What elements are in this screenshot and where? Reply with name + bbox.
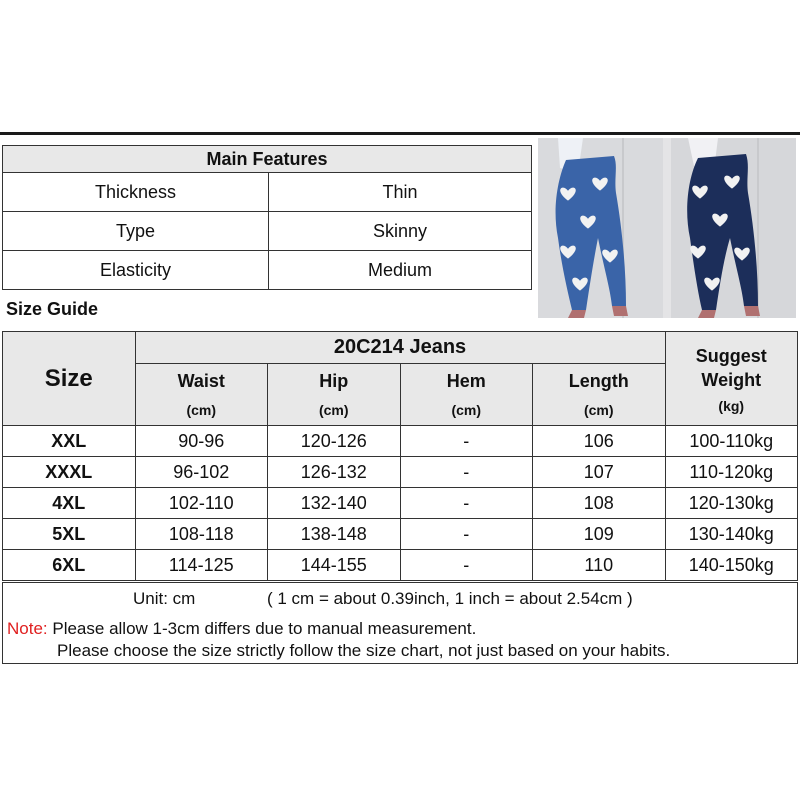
table-row	[3, 488, 798, 519]
weight-cell: 130-140kg	[665, 519, 798, 550]
length-cell: 107	[533, 457, 666, 488]
column-name: Waist	[177, 371, 225, 391]
waist-cell: 96-102	[135, 457, 268, 488]
feature-row	[3, 251, 532, 290]
column-unit: (cm)	[186, 402, 217, 418]
waist-cell: 108-118	[135, 519, 268, 550]
feature-value: Skinny	[269, 212, 532, 251]
feature-row	[3, 212, 532, 251]
size-cell: 5XL	[3, 519, 136, 550]
hem-cell: -	[400, 488, 533, 519]
weight-header-label: Suggest Weight	[695, 345, 767, 390]
note-label: Note:	[7, 619, 48, 638]
feature-label: Thickness	[3, 173, 269, 212]
product-photo	[538, 138, 796, 318]
feature-value: Thin	[269, 173, 532, 212]
table-row	[3, 519, 798, 550]
feature-label: Elasticity	[3, 251, 269, 290]
column-header	[533, 364, 666, 426]
feature-row	[3, 173, 532, 212]
column-unit: (cm)	[318, 402, 349, 418]
hip-cell: 126-132	[268, 457, 401, 488]
table-row	[3, 550, 798, 581]
size-cell: XXL	[3, 426, 136, 457]
unit-conversion: ( 1 cm = about 0.39inch, 1 inch = about 2.54cm )	[267, 589, 633, 608]
column-unit: (cm)	[583, 402, 614, 418]
column-header	[268, 364, 401, 426]
column-header	[400, 364, 533, 426]
waist-cell: 102-110	[135, 488, 268, 519]
feature-value: Medium	[269, 251, 532, 290]
hem-cell: -	[400, 550, 533, 581]
length-cell: 109	[533, 519, 666, 550]
hip-cell: 144-155	[268, 550, 401, 581]
waist-cell: 114-125	[135, 550, 268, 581]
waist-cell: 90-96	[135, 426, 268, 457]
length-cell: 110	[533, 550, 666, 581]
weight-column-header	[665, 332, 798, 426]
weight-unit: (kg)	[718, 397, 745, 414]
unit-label: Unit: cm	[133, 589, 196, 608]
main-features-title: Main Features	[3, 146, 532, 173]
note-text-1: Please allow 1-3cm differs due to manual measurement.	[47, 619, 477, 638]
size-column-header: Size	[3, 332, 136, 426]
table-row	[3, 426, 798, 457]
hem-cell: -	[400, 519, 533, 550]
size-chart-table	[2, 331, 798, 581]
column-name: Length	[568, 371, 629, 391]
column-name: Hem	[446, 371, 486, 391]
hip-cell: 138-148	[268, 519, 401, 550]
column-header	[135, 364, 268, 426]
length-cell: 108	[533, 488, 666, 519]
hip-cell: 132-140	[268, 488, 401, 519]
size-cell: 4XL	[3, 488, 136, 519]
size-guide-label: Size Guide	[6, 299, 99, 319]
feature-label: Type	[3, 212, 269, 251]
hip-cell: 120-126	[268, 426, 401, 457]
size-cell: XXXL	[3, 457, 136, 488]
product-name-header: 20C214 Jeans	[135, 332, 665, 364]
table-row	[3, 457, 798, 488]
note-line-2: Please choose the size strictly follow the size chart, not just based on your habits.	[57, 641, 671, 660]
top-divider	[0, 132, 800, 135]
weight-cell: 120-130kg	[665, 488, 798, 519]
length-cell: 106	[533, 426, 666, 457]
weight-cell: 100-110kg	[665, 426, 798, 457]
size-cell: 6XL	[3, 550, 136, 581]
weight-cell: 110-120kg	[665, 457, 798, 488]
hem-cell: -	[400, 426, 533, 457]
column-unit: (cm)	[451, 402, 482, 418]
weight-cell: 140-150kg	[665, 550, 798, 581]
notes-box	[2, 582, 798, 664]
hem-cell: -	[400, 457, 533, 488]
main-features-table	[2, 145, 532, 290]
column-name: Hip	[319, 371, 349, 391]
note-line-1	[7, 619, 476, 639]
